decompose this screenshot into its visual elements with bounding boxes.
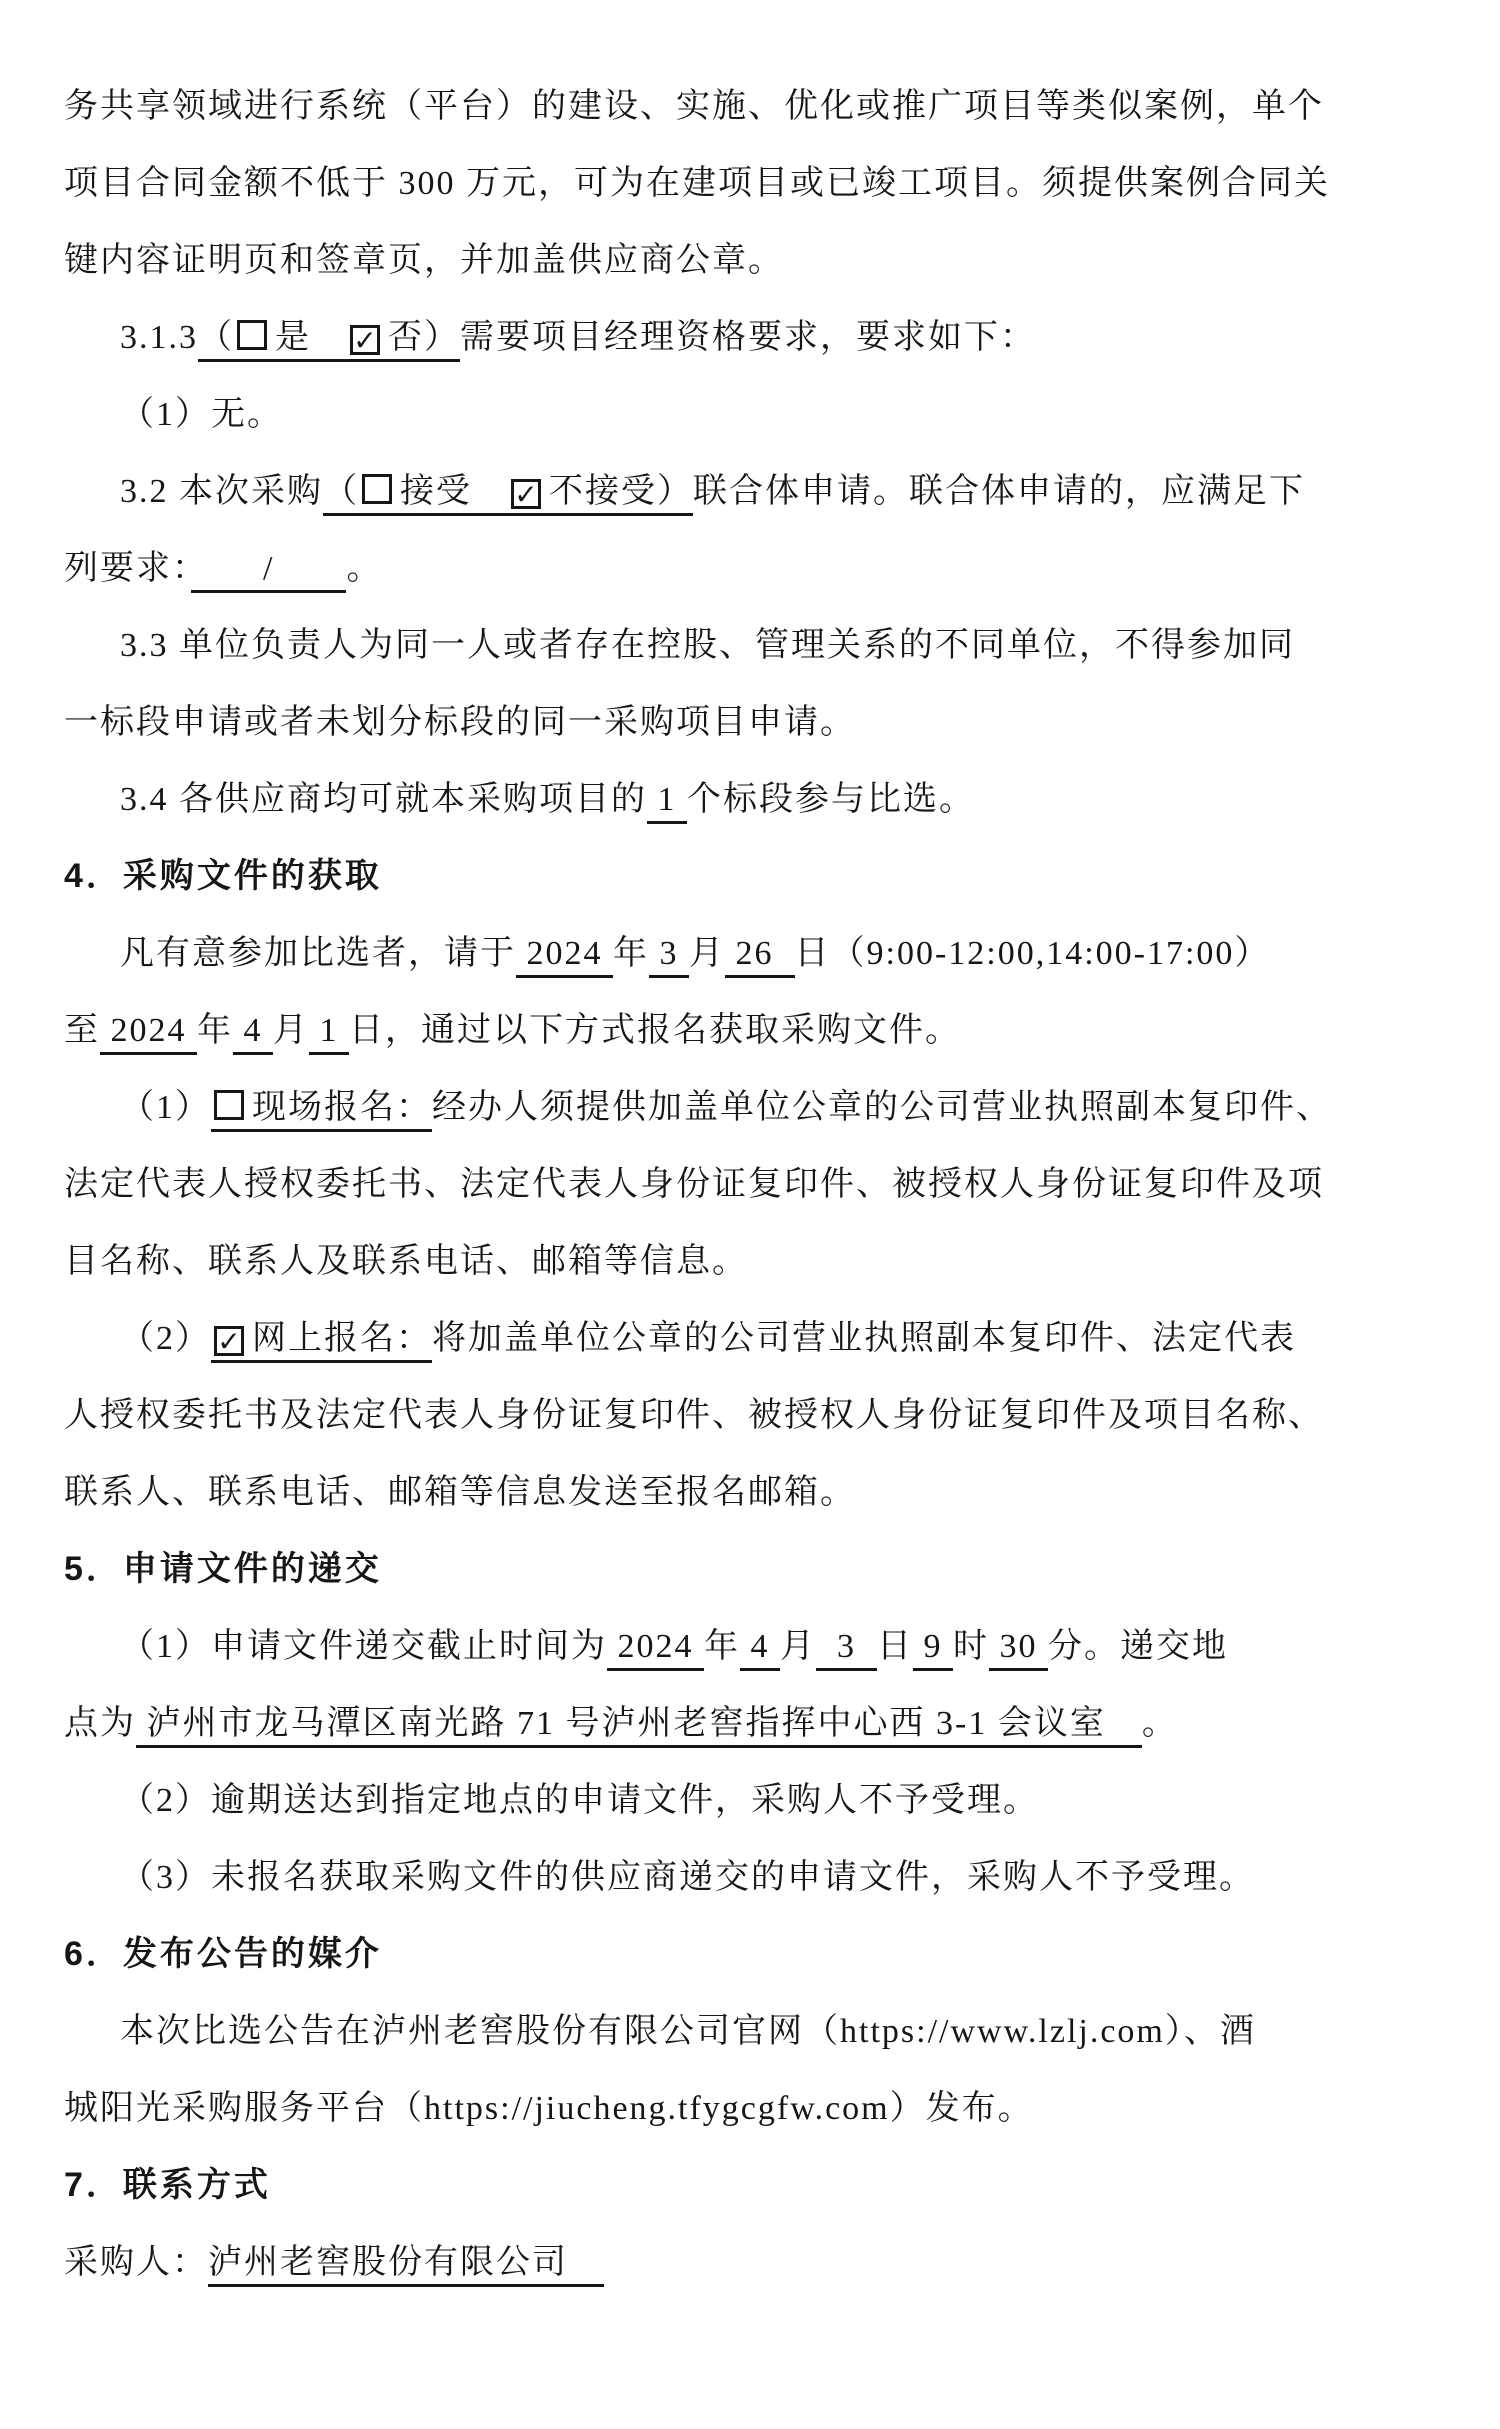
text-segment: 现场报名： (252, 1089, 432, 1126)
text-line (64, 68, 1450, 145)
text-segment: （2）逾期送达到指定地点的申请文件，采购人不予受理。 (120, 1782, 1039, 1819)
text-segment: 法定代表人授权委托书、法定代表人身份证复印件、被授权人身份证复印件及项 (64, 1166, 1324, 1203)
text-segment: 月 (780, 1628, 816, 1665)
text-segment: 3.4 各供应商均可就本采购项目的 (120, 781, 647, 818)
checkbox-empty-icon (237, 320, 267, 350)
text-line (64, 2224, 1450, 2301)
text-segment: 点为 (64, 1705, 136, 1742)
text-segment: 经办人须提供加盖单位公章的公司营业执照副本复印件、 (432, 1089, 1332, 1126)
text-line (64, 1146, 1450, 1223)
text-segment: 项目合同金额不低于 300 万元，可为在建项目或已竣工项目。须提供案例合同关 (64, 165, 1330, 202)
text-segment: 7．联系方式 (64, 2166, 271, 2204)
text-segment: 分。递交地 (1048, 1628, 1228, 1665)
underlined-field (323, 473, 693, 516)
underlined-field (725, 935, 795, 978)
text-segment: 目名称、联系人及联系电话、邮箱等信息。 (64, 1243, 748, 1280)
text-segment: 2024 (607, 1628, 704, 1665)
text-line (64, 376, 1450, 453)
text-line (64, 1993, 1450, 2070)
text-line (64, 1685, 1450, 1762)
text-line (64, 1069, 1450, 1146)
text-segment: 日，通过以下方式报名获取采购文件。 (349, 1012, 961, 1049)
underlined-field (208, 2244, 604, 2287)
text-segment: 联系人、联系电话、邮箱等信息发送至报名邮箱。 (64, 1474, 856, 1511)
text-segment: 2024 (100, 1012, 197, 1049)
text-line (64, 761, 1450, 838)
text-segment: 本次比选公告在泸州老窖股份有限公司官网（https://www.lzlj.com）、酒 (120, 2013, 1256, 2050)
text-segment: 联合体申请。联合体申请的，应满足下 (693, 473, 1305, 510)
text-line (64, 1839, 1450, 1916)
text-segment: 3 (649, 935, 689, 972)
underlined-field (649, 935, 689, 978)
text-line (64, 453, 1450, 530)
text-segment: 时 (953, 1628, 989, 1665)
text-segment: 列要求： (64, 550, 191, 587)
text-line (64, 1300, 1450, 1377)
text-segment: 4 (233, 1012, 273, 1049)
text-segment: 1 (647, 781, 687, 818)
text-segment: 键内容证明页和签章页，并加盖供应商公章。 (64, 242, 784, 279)
checkbox-checked-icon: ✓ (214, 1326, 244, 1356)
text-segment: 泸州老窖股份有限公司 (208, 2244, 604, 2281)
text-segment: 年 (613, 935, 649, 972)
text-line (64, 1454, 1450, 1531)
text-segment: （3）未报名获取采购文件的供应商递交的申请文件，采购人不予受理。 (120, 1859, 1255, 1896)
text-line (64, 2070, 1450, 2147)
text-line (64, 1608, 1450, 1685)
text-segment: 接受 (400, 473, 508, 510)
text-line (64, 530, 1450, 607)
underlined-field (211, 1320, 432, 1363)
text-line (64, 607, 1450, 684)
text-segment: 网上报名： (252, 1320, 432, 1357)
section-heading (64, 838, 1450, 915)
text-segment: 3.1.3 (120, 319, 198, 356)
text-line (64, 992, 1450, 1069)
text-segment: 需要项目经理资格要求，要求如下： (460, 319, 1036, 356)
text-segment: 1 (309, 1012, 349, 1049)
checkbox-checked-icon: ✓ (350, 325, 380, 355)
text-segment: 凡有意参加比选者，请于 (120, 935, 516, 972)
text-segment: / (191, 550, 347, 587)
text-line (64, 299, 1450, 376)
text-segment: 3.3 单位负责人为同一人或者存在控股、管理关系的不同单位，不得参加同 (120, 627, 1295, 664)
text-segment: 人授权委托书及法定代表人身份证复印件、被授权人身份证复印件及项目名称、 (64, 1397, 1324, 1434)
text-segment: 个标段参与比选。 (687, 781, 975, 818)
text-segment: （ (198, 319, 234, 356)
checkbox-empty-icon (362, 474, 392, 504)
underlined-field (233, 1012, 273, 1055)
text-line (64, 222, 1450, 299)
underlined-field (100, 1012, 197, 1055)
text-segment: 将加盖单位公章的公司营业执照副本复印件、法定代表 (432, 1320, 1296, 1357)
text-segment: 务共享领域进行系统（平台）的建设、实施、优化或推广项目等类似案例，单个 (64, 88, 1324, 125)
text-line (64, 1762, 1450, 1839)
text-segment: 4 (740, 1628, 780, 1665)
text-segment: 不接受） (549, 473, 693, 510)
text-segment: 4．采购文件的获取 (64, 857, 382, 895)
underlined-field (136, 1705, 1142, 1748)
text-segment: 9 (913, 1628, 953, 1665)
underlined-field (913, 1628, 953, 1671)
underlined-field (816, 1628, 877, 1671)
underlined-field (989, 1628, 1048, 1671)
text-segment: 6．发布公告的媒介 (64, 1935, 382, 1973)
text-segment: 泸州市龙马潭区南光路 71 号泸州老窖指挥中心西 3-1 会议室 (136, 1705, 1142, 1742)
text-segment: 年 (704, 1628, 740, 1665)
text-segment: 5．申请文件的递交 (64, 1550, 382, 1588)
text-segment: （ (323, 473, 359, 510)
text-segment: 日 (877, 1628, 913, 1665)
underlined-field (191, 550, 346, 593)
underlined-field (198, 319, 460, 362)
underlined-field (647, 781, 687, 824)
text-segment: 是 (275, 319, 347, 356)
text-segment: 一标段申请或者未划分标段的同一采购项目申请。 (64, 704, 856, 741)
checkbox-empty-icon (214, 1090, 244, 1120)
text-line (64, 684, 1450, 761)
text-segment: 月 (689, 935, 725, 972)
checkbox-checked-icon: ✓ (511, 479, 541, 509)
underlined-field (607, 1628, 704, 1671)
text-segment: 2024 (516, 935, 613, 972)
text-segment: 。 (1141, 1705, 1178, 1742)
text-segment: （1）申请文件递交截止时间为 (120, 1628, 607, 1665)
text-segment: （1） (120, 1089, 211, 1126)
underlined-field (516, 935, 613, 978)
section-heading (64, 2147, 1450, 2224)
section-heading (64, 1916, 1450, 1993)
text-segment: 。 (346, 550, 383, 587)
underlined-field (740, 1628, 780, 1671)
text-line (64, 1223, 1450, 1300)
text-segment: 年 (197, 1012, 233, 1049)
text-line (64, 145, 1450, 222)
text-segment: 城阳光采购服务平台（https://jiucheng.tfygcgfw.com）发布。 (64, 2090, 1034, 2127)
text-segment: 3.2 本次采购 (120, 473, 323, 510)
underlined-field (211, 1089, 432, 1132)
text-segment: （1）无。 (120, 396, 283, 433)
text-segment: 月 (273, 1012, 309, 1049)
section-heading (64, 1531, 1450, 1608)
text-segment: 日（9:00-12:00,14:00-17:00） (794, 935, 1271, 972)
text-segment: （2） (120, 1320, 211, 1357)
underlined-field (309, 1012, 349, 1055)
text-segment: 否） (388, 319, 460, 356)
text-segment: 3 (816, 1628, 877, 1665)
text-segment: 采购人： (64, 2244, 208, 2281)
text-line (64, 915, 1450, 992)
text-segment: 至 (64, 1012, 100, 1049)
text-segment: 30 (989, 1628, 1048, 1665)
text-segment: 26 (725, 935, 795, 972)
text-line (64, 1377, 1450, 1454)
